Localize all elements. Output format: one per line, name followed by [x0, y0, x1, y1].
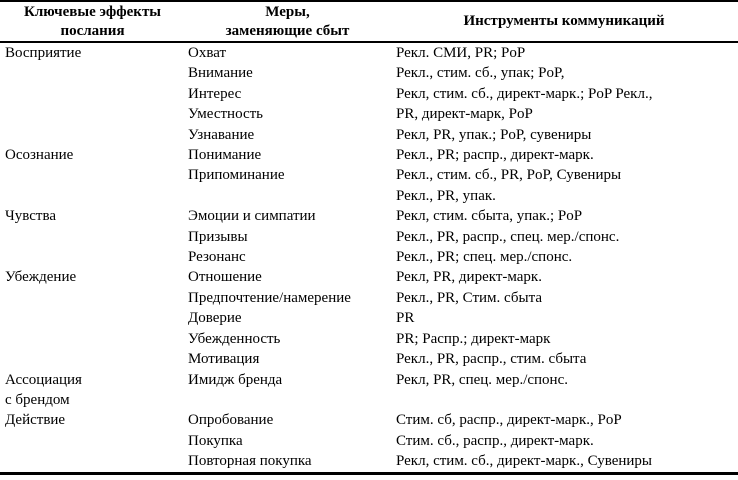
measure-cell: Резонанс: [188, 249, 246, 266]
tools-cell: Рекл., PR, Стим. сбыта: [396, 289, 543, 306]
effect-cell: Убеждение: [5, 269, 77, 286]
tools-cell: Рекл, PR, директ-марк.: [396, 269, 542, 286]
effect-cell: Восприятие: [5, 45, 82, 61]
tools-cell: Рекл, стим. сб., директ-марк.; PoP Рекл.,: [396, 85, 653, 102]
tools-cell: PR, директ-марк, PoP: [396, 106, 533, 123]
measure-cell: Припоминание: [188, 167, 285, 184]
tools-cell: [390, 390, 738, 410]
table-row: [0, 410, 738, 430]
tools-cell: Рекл., PR, распр., стим. сбыта: [396, 351, 587, 368]
measure-cell: Убежденность: [188, 330, 281, 347]
tools-cell: Стим. сб, распр., директ-марк., PoP: [396, 412, 622, 429]
effect-cell: [0, 247, 185, 267]
effect-cell: [0, 125, 185, 145]
measure-cell: Опробование: [188, 412, 274, 429]
measure-cell: Покупка: [188, 432, 243, 449]
measure-cell: Имидж бренда: [188, 371, 283, 388]
tools-cell: Рекл., PR, упак.: [396, 187, 496, 204]
table-row: [0, 247, 738, 267]
effect-cell: [0, 329, 185, 349]
column-header-key-effects: [0, 1, 185, 42]
measure-cell: Внимание: [188, 65, 253, 82]
effect-cell: с брендом: [5, 391, 70, 408]
tools-cell: Рекл., PR; спец. мер./спонс.: [396, 249, 573, 266]
tools-cell: PR: [396, 310, 415, 327]
tools-cell: Рекл, PR, упак.; PoP, сувениры: [396, 126, 592, 143]
effect-cell: [0, 63, 185, 83]
effect-cell: [0, 451, 185, 473]
table-row: [0, 329, 738, 349]
measure-cell: Доверие: [188, 310, 242, 327]
tools-cell: PR; Распр.; директ-марк: [396, 330, 551, 347]
table-row: [0, 267, 738, 287]
table-row: [0, 186, 738, 206]
effect-cell: Осознание: [5, 147, 74, 164]
table-row: [0, 125, 738, 145]
measure-cell: Мотивация: [188, 351, 260, 368]
effect-cell: [0, 186, 185, 206]
tools-cell: Рекл., PR; распр., директ-марк.: [396, 147, 594, 164]
table-row: [0, 84, 738, 104]
table-row: [0, 63, 738, 83]
table-row: [0, 206, 738, 226]
measure-cell: Уместность: [188, 106, 263, 123]
tools-cell: Рекл., стим. сб., PR, PoP, Сувениры: [396, 167, 622, 184]
effect-cell: [0, 227, 185, 247]
table-row: [0, 104, 738, 124]
measure-cell: Предпочтение/намерение: [188, 289, 351, 306]
measure-cell: Эмоции и симпатии: [188, 208, 316, 225]
column-header-key-effects-line2: послания: [60, 22, 125, 39]
column-header-measures: [185, 1, 390, 42]
tools-cell: Рекл. СМИ, PR; PoP: [396, 45, 526, 61]
measure-cell: Понимание: [188, 147, 262, 164]
measure-cell: Призывы: [188, 228, 248, 245]
table-header: [0, 1, 738, 42]
measure-cell: [185, 186, 390, 206]
measure-cell: Отношение: [188, 269, 262, 286]
tools-cell: Рекл., PR, распр., спец. мер./спонс.: [396, 228, 620, 245]
column-header-tools-line1: Инструменты коммуникаций: [463, 13, 665, 29]
effect-cell: [0, 84, 185, 104]
effect-cell: Ассоциация: [5, 371, 82, 388]
column-header-measures-line2: заменяющие сбыт: [225, 22, 350, 39]
column-header-measures-line1: Меры,: [265, 3, 310, 20]
tools-cell: Рекл., стим. сб., упак; PoP,: [396, 65, 565, 82]
measure-cell: Повторная покупка: [188, 453, 312, 470]
table-row: [0, 288, 738, 308]
table-row: [0, 227, 738, 247]
effect-cell: [0, 431, 185, 451]
column-header-tools: [390, 1, 738, 42]
table-row: [0, 390, 738, 410]
table-row: [0, 431, 738, 451]
table-row: [0, 165, 738, 185]
tools-cell: Рекл, стим. сбыта, упак.; PoP: [396, 208, 583, 225]
tools-cell: Стим. сб., распр., директ-марк.: [396, 432, 594, 449]
table-row: [0, 451, 738, 473]
tools-cell: Рекл, стим. сб., директ-марк., Сувениры: [396, 453, 652, 470]
effect-cell: [0, 165, 185, 185]
measure-cell: Узнавание: [188, 126, 255, 143]
effect-cell: [0, 349, 185, 369]
effect-cell: [0, 104, 185, 124]
table-row: [0, 145, 738, 165]
table-body: [0, 42, 738, 473]
effect-cell: [0, 288, 185, 308]
table-row: [0, 308, 738, 328]
measure-cell: Охват: [188, 45, 227, 61]
column-header-key-effects-line1: Ключевые эффекты: [23, 3, 162, 20]
table-row: [0, 370, 738, 390]
effect-cell: Действие: [5, 412, 66, 429]
measure-cell: Интерес: [188, 85, 242, 102]
effect-cell: Чувства: [5, 208, 56, 225]
tools-cell: Рекл, PR, спец. мер./спонс.: [396, 371, 568, 388]
table-row: [0, 349, 738, 369]
header-row: [0, 1, 738, 42]
table-row: [0, 42, 738, 63]
effect-cell: [0, 308, 185, 328]
measure-cell: [185, 390, 390, 410]
